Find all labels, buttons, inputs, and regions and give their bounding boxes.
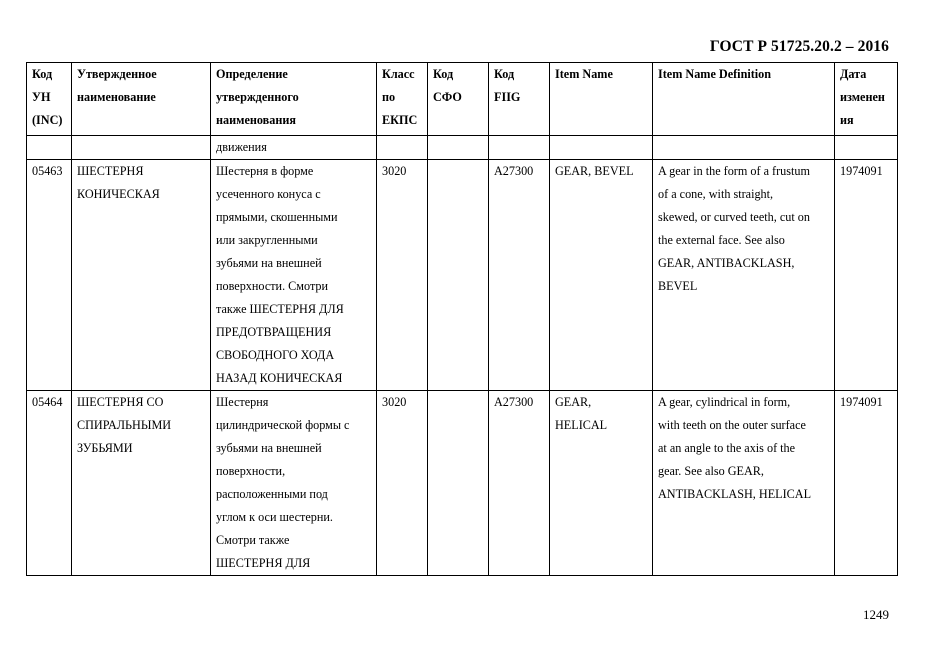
- page-number: 1249: [863, 607, 889, 622]
- cell-item-name: GEAR, BEVEL: [550, 160, 653, 391]
- cell-fiig: A27300: [489, 391, 550, 576]
- continuation-definition: движения: [211, 136, 377, 160]
- cell-inc: 05464: [27, 391, 72, 576]
- cell-sfo: [428, 160, 489, 391]
- cell-item-definition: A gear, cylindrical in form, with teeth on the outer surface at an angle to the axis of the gear. See also GEAR, ANTIBACKLASH, HELICAL: [653, 391, 835, 576]
- col-header-item-name: Item Name: [550, 63, 653, 136]
- cell-inc: 05463: [27, 160, 72, 391]
- col-header-class: Класс по ЕКПС: [377, 63, 428, 136]
- cell-date: 1974091: [835, 391, 898, 576]
- cell-class: 3020: [377, 391, 428, 576]
- table-row: [27, 391, 898, 576]
- cell-definition: Шестерня цилиндрической формы с зубьями на внешней поверхности, расположенными под углом к оси шестерни. Смотри также ШЕСТЕРНЯ ДЛЯ: [211, 391, 377, 576]
- col-header-definition: Определение утвержденного наименования: [211, 63, 377, 136]
- col-header-item-definition: Item Name Definition: [653, 63, 835, 136]
- cell-item-definition: A gear in the form of a frustum of a cone, with straight, skewed, or curved teeth, cut on the external face. See also GEAR, ANTIBACKLASH, BEVEL: [653, 160, 835, 391]
- col-header-date: Дата изменен ия: [835, 63, 898, 136]
- cell-date: 1974091: [835, 160, 898, 391]
- cell-class: 3020: [377, 160, 428, 391]
- cell-approved-name: ШЕСТЕРНЯ КОНИЧЕСКАЯ: [72, 160, 211, 391]
- cell-definition: Шестерня в форме усеченного конуса с прямыми, скошенными или закругленными зубьями на внешней поверхности. Смотри также ШЕСТЕРНЯ ДЛЯ ПРЕДОТВРАЩЕНИЯ СВОБОДНОГО ХОДА НАЗАД КОНИЧЕСКАЯ: [211, 160, 377, 391]
- cell-sfo: [428, 391, 489, 576]
- table-row-continuation: [27, 136, 898, 160]
- col-header-fiig: Код FIIG: [489, 63, 550, 136]
- col-header-inc: Код УН (INC): [27, 63, 72, 136]
- table-row: [27, 160, 898, 391]
- cell-item-name: GEAR, HELICAL: [550, 391, 653, 576]
- col-header-sfo: Код СФО: [428, 63, 489, 136]
- cell-approved-name: ШЕСТЕРНЯ СО СПИРАЛЬНЫМИ ЗУБЬЯМИ: [72, 391, 211, 576]
- col-header-approved-name: Утвержденное наименование: [72, 63, 211, 136]
- gost-table: [26, 62, 898, 576]
- table-header-row: [27, 63, 898, 136]
- cell-fiig: A27300: [489, 160, 550, 391]
- document-id: ГОСТ Р 51725.20.2 – 2016: [709, 38, 889, 55]
